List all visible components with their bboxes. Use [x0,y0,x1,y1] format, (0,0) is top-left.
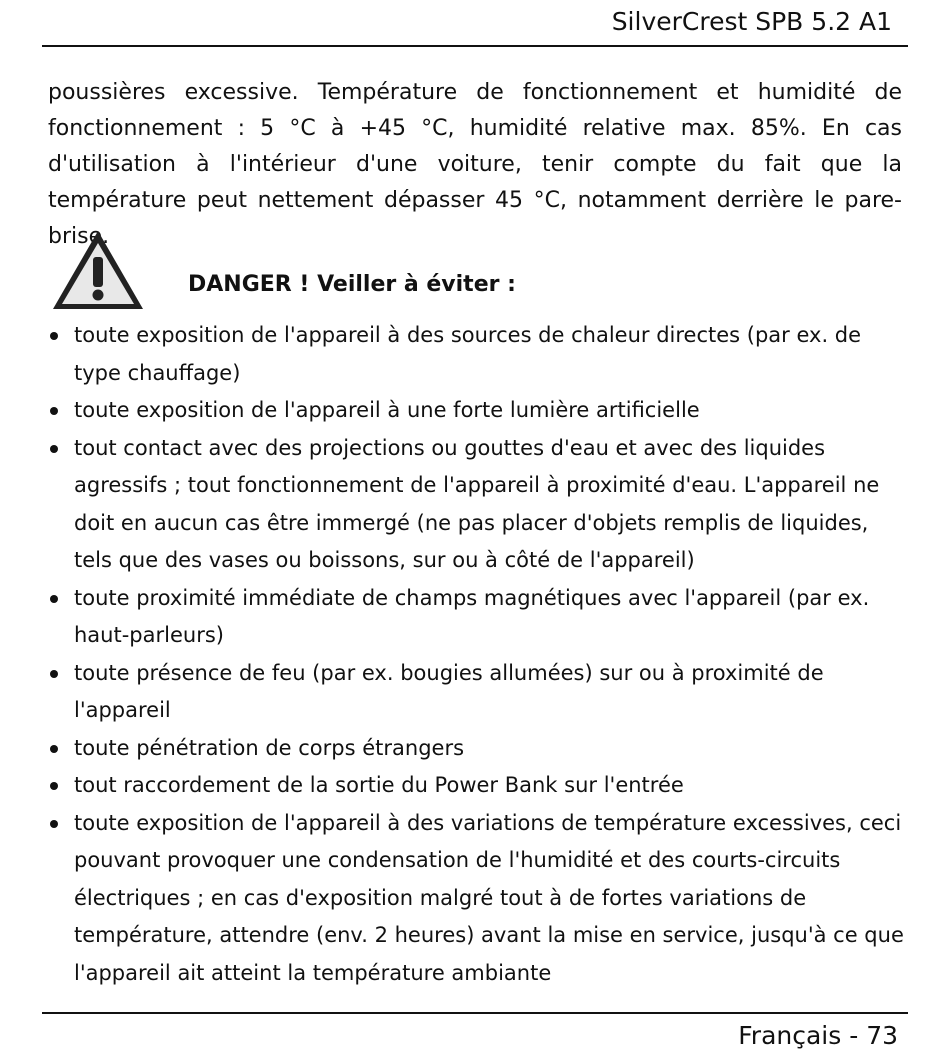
list-item: toute proximité immédiate de champs magnétiques avec l'appareil (par ex. haut-parleurs) [48,580,904,655]
list-item: tout raccordement de la sortie du Power Bank sur l'entrée [48,767,904,805]
page-number: Français - 73 [738,1021,898,1050]
list-item: tout contact avec des projections ou gouttes d'eau et avec des liquides agressifs ; tout fonctionnement de l'appareil à proximité d'eau. L'appareil ne doit en aucun cas être immergé (ne pas placer d'objets remplis de liquides, tels que des vases ou boissons, sur ou à côté de l'appareil) [48,430,904,580]
list-item: toute présence de feu (par ex. bougies allumées) sur ou à proximité de l'appareil [48,655,904,730]
list-item: toute exposition de l'appareil à une forte lumière artificielle [48,392,904,430]
danger-block [50,228,910,316]
header-title: SilverCrest SPB 5.2 A1 [611,7,892,36]
list-item: toute pénétration de corps étrangers [48,730,904,768]
intro-paragraph: poussières excessive. Température de fonctionnement et humidité de fonctionnement : 5 °C à +45 °C, humidité relative max. 85%. En cas d'utilisation à l'intérieur d'une voiture, tenir compte du fait que la température peut nettement dépasser 45 °C, notamment derrière le pare-brise. [48,80,902,249]
header-divider [42,45,908,47]
list-item: toute exposition de l'appareil à des variations de température excessives, ceci pouvant provoquer une condensation de l'humidité et des courts-circuits électriques ; en cas d'exposition malgré tout à de fortes variations de température, attendre (env. 2 heures) avant la mise en service, jusqu'à ce que l'appareil ait atteint la température ambiante [48,805,904,993]
footer-divider [42,1012,908,1014]
danger-heading: DANGER ! Veiller à éviter : [188,272,516,297]
warning-triangle-icon [50,228,146,312]
list-item: toute exposition de l'appareil à des sources de chaleur directes (par ex. de type chauffage) [48,317,904,392]
hazard-list [48,317,904,992]
